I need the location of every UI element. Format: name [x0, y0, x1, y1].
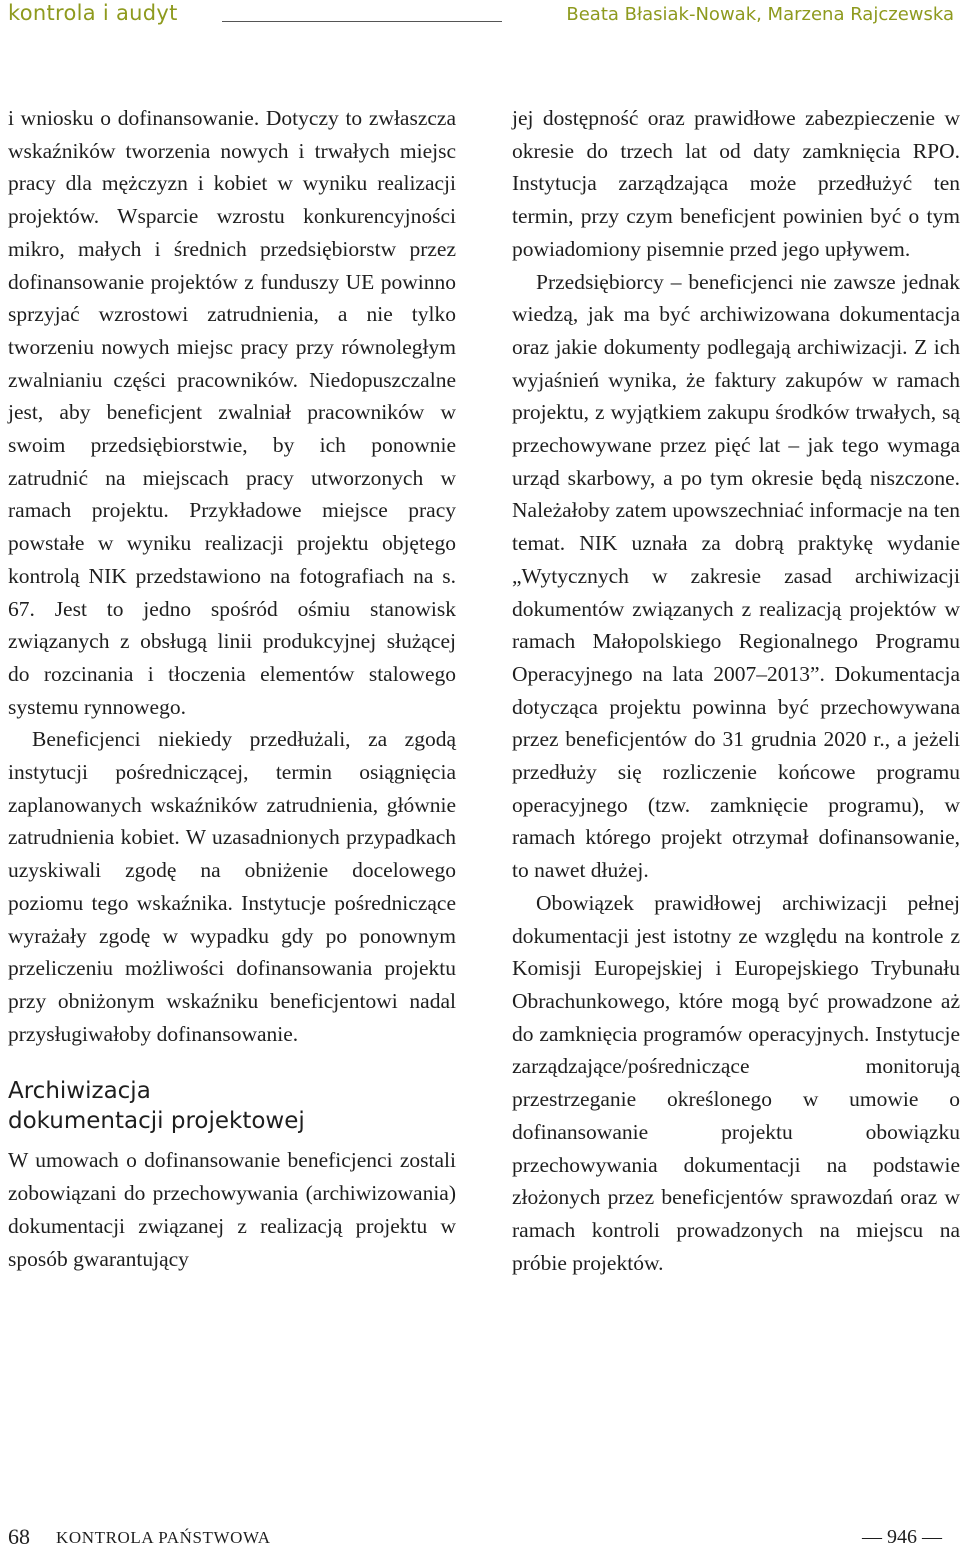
paragraph: Przedsiębiorcy – beneficjenci nie zawsze jednak wiedzą, jak ma być archiwizowana dokumentacja oraz jakie dokumenty podlegają archiwizacji. Z ich wyjaśnień wynika, że faktury zakupów w ramach projektu, z wyjątkiem zakupu środków trwałych, są przechowywane przez pięć lat – jak tego wymaga urząd skarbowy, a po tym okresie będą niszczone. Należałoby zatem upowszechniać informacje na ten temat. NIK uznała za dobrą praktykę wydanie „Wytycznych w zakresie zasad archiwizacji dokumentów związanych z realizacją projektów w ramach Małopolskiego Regionalnego Programu Operacyjnego na lata 2007–2013”. Dokumentacja dotycząca projektu powinna być przechowywana przez beneficjentów do 31 grudnia 2020 r., a jeżeli przedłuży się rozliczenie końcowe programu operacyjnego (tzw. zamknięcie programu), w ramach którego projekt otrzymał dofinansowanie, to nawet dłużej. [512, 269, 960, 883]
section-heading [8, 1076, 456, 1136]
header-rule [222, 21, 502, 22]
paragraph: i wniosku o dofinansowanie. Dotyczy to zwłaszcza wskaźników tworzenia nowych i trwałych miejsc pracy dla mężczyzn i kobiet w wyniku realizacji projektów. Wsparcie wzrostu konkurencyjności mikro, małych i średnich przedsiębiorstw przez dofinansowanie projektów z funduszy UE powinno sprzyjać wzrostowi zatrudnienia, a nie tylko tworzeniu nowych miejsc pracy przy równoległym zwalnianiu części pracowników. Niedopuszczalne jest, aby beneficjent zwalniał pracowników w swoim przedsiębiorstwie, by ich ponownie zatrudnić na miejscach pracy utworzonych w ramach projektu. Przykładowe miejsce pracy powstałe w wyniku realizacji projektu objętego kontrolą NIK przedstawiono na fotografiach na s. 67. Jest to jedno spośród ośmiu stanowisk związanych z obsługą linii produkcyjnej służącej do rozcinania i tłoczenia elementów stalowego systemu rynnowego. [8, 106, 456, 719]
section-heading-line: dokumentacji projektowej [8, 1108, 305, 1135]
right-column [512, 102, 960, 1279]
page-number: 68 [8, 1524, 30, 1549]
publication-name: KONTROLA PAŃSTWOWA [56, 1528, 271, 1547]
paragraph: Obowiązek prawidłowej archiwizacji pełnej dokumentacji jest istotny ze względu na kontrole z Komisji Europejskiej i Europejskiego Trybunału Obrachunkowego, które mogą być prowadzone aż do zamknięcia programów operacyjnych. Instytucje zarządzające/pośredniczące monitorują przestrzeganie określonego w umowie o dofinansowanie projektu obowiązku przechowywania dokumentacji na podstawie złożonych przez beneficjentów sprawozdań oraz w ramach kontroli prowadzonych na miejscu na próbie projektów. [512, 890, 960, 1275]
left-column [8, 102, 456, 1275]
issue-number: — 946 — [862, 1526, 942, 1548]
section-heading-line: Archiwizacja [8, 1078, 151, 1105]
page-footer [8, 1524, 952, 1548]
running-header [8, 0, 954, 30]
paragraph: W umowach o dofinansowanie beneficjenci zostali zobowiązani do przechowywania (archiwizowania) dokumentacji związanej z realizacją projektu w sposób gwarantujący [8, 1148, 456, 1271]
paragraph: Beneficjenci niekiedy przedłużali, za zgodą instytucji pośredniczącej, termin osiągnięcia zaplanowanych wskaźników zatrudnienia, głównie zatrudnienia kobiet. W uzasadnionych przypadkach uzyskiwali zgodę na obniżenie docelowego poziomu tego wskaźnika. Instytucje pośredniczące wyrażały zgodę w wypadku gdy po ponownym przeliczeniu możliwości dofinansowania projektu przy obniżonym wskaźniku beneficjentowi nadal przysługiwałoby dofinansowanie. [8, 727, 456, 1046]
header-authors: Beata Błasiak-Nowak, Marzena Rajczewska [566, 4, 954, 25]
paragraph: jej dostępność oraz prawidłowe zabezpieczenie w okresie do trzech lat od daty zamknięcia RPO. Instytucja zarządzająca może przedłużyć ten termin, przy czym beneficjent powinien być o tym powiadomiony pisemnie przed jego upływem. [512, 106, 960, 261]
section-label: kontrola i audyt [8, 1, 178, 25]
